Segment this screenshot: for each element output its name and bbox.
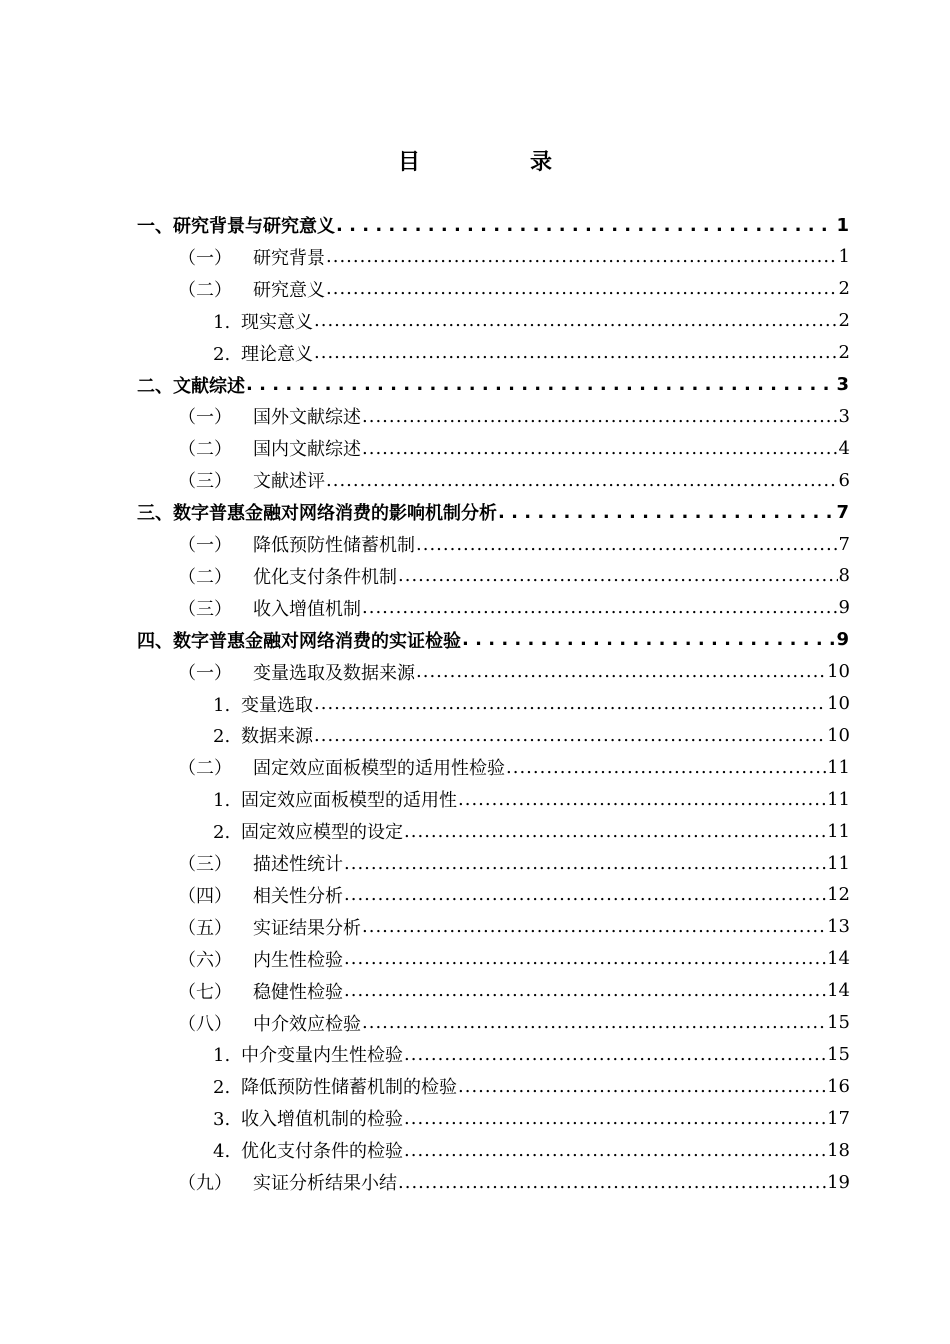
dot-leader (344, 853, 826, 874)
toc-entry-text: 文献述评 (253, 471, 325, 493)
toc-entry-number: （二） (178, 758, 232, 780)
toc-entry[interactable] (178, 241, 850, 273)
toc-entry-label (137, 212, 335, 238)
toc-entry-page: 2 (838, 342, 850, 364)
toc-entry-label (178, 403, 361, 429)
toc-entry-label (213, 340, 313, 366)
toc-entry-label (178, 1169, 397, 1195)
dot-leader (362, 438, 838, 459)
toc-entry-label (213, 1137, 403, 1163)
toc-entry[interactable] (213, 305, 850, 337)
toc-entry-number: 2. (213, 726, 231, 748)
toc-entry[interactable] (178, 528, 850, 560)
toc-entry-label (137, 499, 497, 525)
toc-entry-text: 内生性检验 (253, 949, 343, 971)
toc-entry-text: 降低预防性储蓄机制的检验 (241, 1077, 457, 1099)
toc-entry-label (213, 1073, 457, 1099)
toc-entry[interactable] (213, 1070, 850, 1102)
toc-entry-text: 优化支付条件机制 (253, 566, 397, 588)
dot-leader (362, 1012, 826, 1033)
toc-entry-page: 14 (827, 948, 850, 970)
toc-entry-number: 2. (213, 343, 231, 365)
toc-entry-number: （九） (178, 1173, 232, 1194)
toc-entry-text: 变量选取 (241, 694, 313, 716)
dot-leader (462, 629, 835, 650)
toc-entry[interactable] (178, 273, 850, 305)
toc-entry[interactable] (137, 369, 849, 401)
dot-leader (344, 884, 826, 905)
toc-entry-text: 稳健性检验 (253, 981, 343, 1003)
toc-entry-number: 3. (213, 1109, 231, 1131)
toc-entry-number: （二） (178, 566, 232, 588)
dot-leader (314, 342, 838, 363)
toc-entry-number: （五） (178, 917, 232, 939)
toc-entry-page: 1 (836, 214, 849, 236)
toc-entry[interactable] (213, 719, 850, 751)
toc-entry[interactable] (178, 656, 850, 688)
toc-entry-label (178, 754, 505, 780)
dot-leader (404, 821, 826, 842)
toc-entry[interactable] (137, 209, 849, 241)
toc-entry-label (178, 244, 325, 270)
toc-entry-text: 中介变量内生性检验 (241, 1045, 403, 1067)
toc-entry-number: 1. (213, 694, 231, 716)
toc-entry-page: 3 (836, 374, 849, 395)
toc-entry-number: （一） (178, 535, 232, 556)
toc-entry-page: 19 (827, 1171, 850, 1193)
toc-entry[interactable] (213, 688, 850, 720)
toc-entry[interactable] (178, 911, 850, 943)
toc-entry-page: 1 (838, 246, 850, 268)
toc-entry-label (178, 659, 415, 685)
dot-leader (362, 916, 826, 937)
toc-entry-text: 收入增值机制 (253, 598, 361, 620)
toc-entry-number: （三） (178, 471, 232, 493)
toc-entry-number: （三） (178, 598, 232, 620)
toc-entry-label (137, 372, 245, 398)
dot-leader (344, 948, 826, 969)
toc-entry-label (213, 691, 313, 717)
toc-entry-page: 13 (827, 916, 850, 938)
toc-entry-text: 现实意义 (241, 311, 313, 333)
toc-entry-page: 2 (838, 310, 850, 332)
toc-entry-text: 实证分析结果小结 (253, 1173, 397, 1194)
toc-entry-text: 四、数字普惠金融对网络消费的实证检验 (137, 630, 461, 652)
toc-entry-label (178, 978, 343, 1004)
dot-leader (458, 789, 826, 810)
dot-leader (404, 1044, 826, 1065)
dot-leader (314, 725, 826, 746)
toc-entry-number: 1. (213, 1045, 231, 1067)
dot-leader (326, 278, 838, 299)
toc-entry[interactable] (178, 751, 850, 783)
toc-entry-label (213, 786, 457, 812)
toc-entry-page: 8 (838, 565, 850, 587)
dot-leader (314, 693, 826, 714)
toc-entry[interactable] (178, 975, 850, 1007)
toc-entry-page: 14 (827, 980, 850, 1002)
toc-entry-text: 描述性统计 (253, 854, 343, 875)
toc-entry[interactable] (178, 592, 850, 624)
toc-entry[interactable] (178, 847, 850, 879)
toc-entry-text: 固定效应模型的设定 (241, 822, 403, 844)
toc-entry-text: 收入增值机制的检验 (241, 1109, 403, 1131)
toc-entry[interactable] (178, 943, 850, 975)
toc-entry-number: （三） (178, 854, 232, 875)
toc-entry-label (213, 722, 313, 748)
toc-entry[interactable] (137, 624, 849, 656)
toc-entry-text: 中介效应检验 (253, 1013, 361, 1035)
toc-entry[interactable] (178, 432, 850, 464)
dot-leader (326, 246, 838, 267)
toc-entry-text: 数据来源 (241, 726, 313, 748)
toc-entry-text: 实证结果分析 (253, 917, 361, 939)
toc-entry-text: 变量选取及数据来源 (253, 662, 415, 684)
dot-leader (362, 406, 838, 427)
toc-entry-page: 2 (838, 278, 850, 300)
toc-entry-number: （八） (178, 1013, 232, 1035)
toc-entry-text: 二、文献综述 (137, 375, 245, 397)
toc-entry-label (178, 435, 361, 461)
toc-entry-number: 2. (213, 1077, 231, 1099)
toc-entry-page: 10 (827, 724, 850, 746)
toc-entry-page: 15 (827, 1043, 850, 1065)
toc-entry-page: 7 (836, 501, 849, 523)
toc-entry[interactable] (178, 1166, 850, 1198)
toc-entry-label (178, 946, 343, 972)
toc-entry-number: 1. (213, 311, 231, 333)
toc-entry-page: 17 (827, 1107, 850, 1129)
toc-entry-text: 优化支付条件的检验 (241, 1141, 403, 1163)
toc-entry-label (178, 882, 343, 908)
toc-entry[interactable] (213, 337, 850, 369)
toc-entry-number: （二） (178, 439, 232, 461)
toc-entry-text: 三、数字普惠金融对网络消费的影响机制分析 (137, 503, 497, 525)
toc-entry[interactable] (178, 879, 850, 911)
toc-entry-text: 理论意义 (241, 343, 313, 365)
toc-entry-text: 国内文献综述 (253, 439, 361, 461)
toc-entry-page: 18 (827, 1139, 850, 1161)
toc-entry-page: 9 (836, 629, 849, 651)
dot-leader (336, 215, 835, 236)
toc-entry[interactable] (213, 1102, 850, 1134)
toc-entry[interactable] (178, 400, 850, 432)
toc-entry-label (213, 308, 313, 334)
toc-entry-page: 7 (838, 533, 850, 555)
toc-entry-label (178, 595, 361, 621)
toc-entry[interactable] (178, 1007, 850, 1039)
toc-entry-label (213, 1105, 403, 1131)
toc-entry-number: （一） (178, 662, 232, 684)
toc-entry-page: 11 (827, 788, 850, 810)
toc-entry-label (178, 467, 325, 493)
toc-entry[interactable] (178, 560, 850, 592)
dot-leader (506, 757, 826, 778)
toc-entry-text: 研究背景 (253, 247, 325, 269)
toc-entry-page: 16 (827, 1075, 850, 1097)
dot-leader (344, 980, 826, 1001)
toc-entry-text: 一、研究背景与研究意义 (137, 216, 335, 237)
dot-leader (404, 1108, 826, 1129)
dot-leader (416, 661, 826, 682)
toc-entry-number: 2. (213, 822, 231, 844)
toc-entry-page: 10 (827, 661, 850, 683)
toc-entry-page: 11 (827, 756, 850, 778)
toc-entry-text: 国外文献综述 (253, 407, 361, 429)
toc-entry[interactable] (213, 783, 850, 815)
dot-leader (498, 502, 835, 523)
dot-leader (314, 310, 838, 331)
toc-entry-page: 15 (827, 1012, 850, 1033)
dot-leader (398, 1172, 826, 1193)
dot-leader (404, 1140, 826, 1161)
toc-entry-label (213, 818, 403, 844)
toc-entry-text: 研究意义 (253, 279, 325, 301)
toc-entry-number: （六） (178, 949, 232, 971)
toc-entry-text: 固定效应面板模型的适用性 (241, 790, 457, 812)
toc-entry-number: 1. (213, 790, 231, 812)
toc-entry-page: 3 (838, 405, 850, 427)
toc-entry-number: 4. (213, 1141, 231, 1163)
toc-entry[interactable] (178, 464, 850, 496)
toc-entry-page: 6 (838, 469, 850, 491)
toc-entry-number: （四） (178, 885, 232, 907)
toc-entry-page: 10 (827, 693, 850, 714)
toc-entry-label (178, 276, 325, 302)
toc-entry[interactable] (213, 815, 850, 847)
toc-entry-number: （二） (178, 279, 232, 301)
dot-leader (458, 1076, 826, 1097)
dot-leader (362, 597, 838, 618)
toc-title: 目 录 (397, 150, 596, 175)
toc-entry-label (178, 914, 361, 940)
toc-entry-page: 11 (827, 820, 850, 842)
toc-entry-label (178, 850, 343, 876)
toc-entry-text: 降低预防性储蓄机制 (253, 535, 415, 556)
toc-entry-page: 11 (827, 852, 850, 874)
dot-leader (398, 565, 838, 586)
toc-entry-page: 9 (838, 597, 850, 619)
toc-entry-text: 固定效应面板模型的适用性检验 (253, 758, 505, 780)
toc-entry[interactable] (213, 1038, 850, 1070)
toc-entry-text: 相关性分析 (253, 885, 343, 907)
toc-entry-label (213, 1041, 403, 1067)
toc-entry-label (178, 1010, 361, 1036)
dot-leader (416, 534, 838, 555)
toc-entry-page: 4 (838, 437, 850, 459)
toc-entry-page: 12 (827, 884, 850, 906)
dot-leader (246, 374, 835, 395)
toc-entry-label (178, 531, 415, 557)
toc-entry-number: （一） (178, 247, 232, 269)
toc-entry-label (178, 563, 397, 589)
toc-entry[interactable] (213, 1134, 850, 1166)
toc-entry-number: （七） (178, 981, 232, 1003)
toc-entry-number: （一） (178, 407, 232, 429)
toc-entry-label (137, 627, 461, 653)
dot-leader (326, 470, 838, 491)
toc-entry[interactable] (137, 496, 849, 528)
